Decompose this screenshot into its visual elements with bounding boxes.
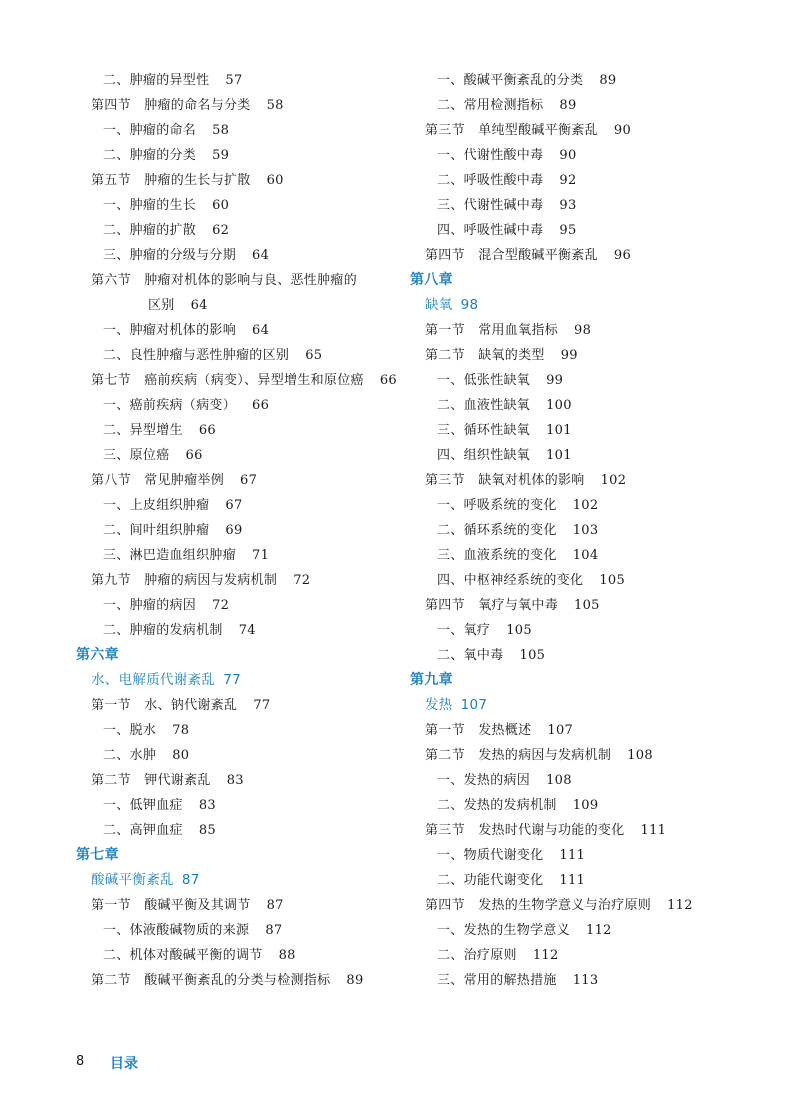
toc-entry-title: 一、低张性缺氧 bbox=[437, 373, 531, 388]
toc-entry-title: 一、代谢性酸中毒 bbox=[437, 148, 544, 163]
toc-entry-page: 111 bbox=[559, 873, 586, 888]
toc-entry-page: 85 bbox=[198, 823, 216, 838]
toc-entry-chapter[interactable] bbox=[410, 668, 740, 693]
toc-entry-section[interactable] bbox=[76, 968, 396, 993]
toc-entry-title: 第七章 bbox=[76, 847, 119, 863]
toc-entry-chapter[interactable] bbox=[76, 843, 396, 868]
toc-entry-title: 二、良性肿瘤与恶性肿瘤的区别 bbox=[103, 348, 290, 363]
toc-entry-section[interactable] bbox=[410, 718, 740, 743]
toc-entry-sub[interactable] bbox=[76, 143, 396, 168]
toc-entry-sub[interactable] bbox=[410, 193, 740, 218]
toc-entry-page: 64 bbox=[252, 248, 270, 263]
toc-entry-sub[interactable] bbox=[76, 818, 396, 843]
toc-entry-sub[interactable] bbox=[76, 543, 396, 568]
toc-entry-section[interactable] bbox=[410, 818, 740, 843]
toc-entry-sub[interactable] bbox=[410, 543, 740, 568]
toc-entry-sub[interactable] bbox=[410, 93, 740, 118]
toc-entry-title: 一、物质代谢变化 bbox=[437, 848, 544, 863]
toc-entry-page: 66 bbox=[185, 448, 203, 463]
toc-entry-title: 四、呼吸性碱中毒 bbox=[437, 223, 544, 238]
toc-entry-sub[interactable] bbox=[76, 518, 396, 543]
toc-entry-sub[interactable] bbox=[410, 643, 740, 668]
toc-entry-page: 112 bbox=[532, 948, 559, 963]
toc-entry-chapter[interactable] bbox=[76, 643, 396, 668]
toc-entry-title: 二、呼吸性酸中毒 bbox=[437, 173, 544, 188]
toc-entry-section[interactable] bbox=[76, 693, 396, 718]
toc-entry-title: 第一节 发热概述 bbox=[425, 723, 532, 738]
toc-entry-sub[interactable] bbox=[410, 368, 740, 393]
toc-entry-sub[interactable] bbox=[76, 393, 396, 418]
toc-entry-page: 69 bbox=[225, 523, 243, 538]
toc-entry-title: 二、氧中毒 bbox=[437, 648, 504, 663]
toc-entry-page: 112 bbox=[586, 923, 612, 938]
toc-entry-page: 58 bbox=[212, 123, 230, 138]
toc-entry-section[interactable] bbox=[410, 593, 740, 618]
toc-entry-cont[interactable] bbox=[76, 293, 396, 318]
toc-entry-section[interactable] bbox=[76, 893, 396, 918]
toc-entry-sub[interactable] bbox=[76, 118, 396, 143]
toc-entry-sub[interactable] bbox=[410, 518, 740, 543]
toc-entry-page: 103 bbox=[572, 523, 599, 538]
toc-entry-page: 109 bbox=[572, 798, 599, 813]
toc-entry-page: 98 bbox=[460, 297, 479, 313]
toc-entry-page: 62 bbox=[212, 223, 230, 238]
toc-entry-sub[interactable] bbox=[410, 793, 740, 818]
toc-entry-page: 64 bbox=[252, 323, 270, 338]
toc-entry-page: 77 bbox=[253, 698, 271, 713]
toc-entry-title: 一、肿瘤的命名 bbox=[103, 123, 197, 138]
toc-entry-sub[interactable] bbox=[410, 418, 740, 443]
toc-entry-sub[interactable] bbox=[76, 718, 396, 743]
toc-entry-sub[interactable] bbox=[410, 568, 740, 593]
toc-entry-title: 二、肿瘤的扩散 bbox=[103, 223, 197, 238]
toc-entry-section[interactable] bbox=[410, 743, 740, 768]
toc-entry-page: 105 bbox=[506, 623, 532, 638]
toc-entry-title: 水、电解质代谢紊乱 bbox=[91, 672, 216, 688]
toc-entry-section[interactable] bbox=[76, 468, 396, 493]
toc-entry-page: 101 bbox=[546, 448, 572, 463]
toc-entry-title: 第二节 缺氧的类型 bbox=[425, 348, 545, 363]
toc-entry-section[interactable] bbox=[76, 268, 396, 293]
toc-entry-page: 78 bbox=[172, 723, 190, 738]
toc-entry-page: 58 bbox=[266, 98, 284, 113]
toc-entry-sub[interactable] bbox=[410, 443, 740, 468]
toc-entry-title: 二、高钾血症 bbox=[103, 823, 183, 838]
toc-entry-title: 第二节 酸碱平衡紊乱的分类与检测指标 bbox=[91, 973, 331, 988]
toc-entry-sub[interactable] bbox=[76, 743, 396, 768]
toc-entry-chaptitle[interactable] bbox=[410, 293, 740, 318]
toc-entry-title: 三、血液系统的变化 bbox=[437, 548, 557, 563]
toc-entry-page: 72 bbox=[212, 598, 230, 613]
toc-entry-section[interactable] bbox=[410, 318, 740, 343]
toc-entry-page: 105 bbox=[574, 598, 600, 613]
toc-entry-sub[interactable] bbox=[410, 768, 740, 793]
toc-entry-title: 二、间叶组织肿瘤 bbox=[103, 523, 210, 538]
toc-entry-title: 二、水肿 bbox=[103, 748, 157, 763]
toc-entry-page: 87 bbox=[181, 872, 200, 888]
toc-entry-sub[interactable] bbox=[410, 143, 740, 168]
toc-entry-page: 99 bbox=[560, 348, 578, 363]
toc-entry-page: 112 bbox=[667, 898, 693, 913]
toc-entry-page: 60 bbox=[266, 173, 284, 188]
toc-entry-page: 57 bbox=[225, 73, 243, 88]
toc-entry-section[interactable] bbox=[76, 93, 396, 118]
toc-entry-chaptitle[interactable] bbox=[76, 668, 396, 693]
toc-entry-page: 108 bbox=[546, 773, 572, 788]
toc-entry-page: 60 bbox=[212, 198, 230, 213]
toc-entry-page: 66 bbox=[252, 398, 270, 413]
toc-entry-sub[interactable] bbox=[410, 868, 740, 893]
toc-entry-page: 107 bbox=[547, 723, 574, 738]
toc-entry-page: 108 bbox=[627, 748, 653, 763]
toc-entry-page: 96 bbox=[613, 248, 632, 263]
toc-entry-title: 一、体液酸碱物质的来源 bbox=[103, 923, 250, 938]
toc-entry-title: 二、功能代谢变化 bbox=[437, 873, 544, 888]
toc-entry-title: 三、代谢性碱中毒 bbox=[437, 198, 544, 213]
toc-entry-sub[interactable] bbox=[410, 918, 740, 943]
toc-entry-sub[interactable] bbox=[76, 318, 396, 343]
toc-entry-title: 第四节 混合型酸碱平衡紊乱 bbox=[425, 248, 598, 263]
toc-entry-title: 第三节 发热时代谢与功能的变化 bbox=[425, 823, 625, 838]
toc-entry-title: 一、酸碱平衡紊乱的分类 bbox=[437, 73, 584, 88]
toc-entry-title: 二、异型增生 bbox=[103, 423, 183, 438]
toc-entry-sub[interactable] bbox=[76, 418, 396, 443]
toc-entry-title: 二、肿瘤的分类 bbox=[103, 148, 197, 163]
toc-entry-page: 105 bbox=[519, 648, 546, 663]
toc-entry-sub[interactable] bbox=[410, 393, 740, 418]
toc-entry-page: 89 bbox=[346, 973, 364, 988]
toc-entry-page: 67 bbox=[225, 498, 243, 513]
toc-entry-title: 第四节 发热的生物学意义与治疗原则 bbox=[425, 898, 652, 913]
toc-entry-title: 一、发热的生物学意义 bbox=[437, 923, 571, 938]
toc-entry-section[interactable] bbox=[76, 368, 396, 393]
toc-entry-page: 93 bbox=[559, 198, 577, 213]
toc-entry-title: 一、脱水 bbox=[103, 723, 157, 738]
toc-entry-sub[interactable] bbox=[76, 343, 396, 368]
toc-entry-title: 三、肿瘤的分级与分期 bbox=[103, 248, 237, 263]
toc-entry-title: 第四节 肿瘤的命名与分类 bbox=[91, 98, 251, 113]
toc-entry-page: 77 bbox=[223, 672, 241, 688]
toc-entry-page: 111 bbox=[559, 848, 586, 863]
toc-entry-title: 二、机体对酸碱平衡的调节 bbox=[103, 948, 263, 963]
toc-entry-sub[interactable] bbox=[410, 68, 740, 93]
toc-entry-title: 四、组织性缺氧 bbox=[437, 448, 531, 463]
toc-entry-chaptitle[interactable] bbox=[76, 868, 396, 893]
toc-entry-title: 一、癌前疾病（病变） bbox=[103, 398, 237, 413]
toc-entry-title: 第九节 肿瘤的病因与发病机制 bbox=[91, 573, 278, 588]
toc-entry-title: 第八节 常见肿瘤举例 bbox=[91, 473, 225, 488]
toc-entry-sub[interactable] bbox=[76, 218, 396, 243]
toc-entry-sub[interactable] bbox=[76, 918, 396, 943]
toc-entry-title: 二、血液性缺氧 bbox=[437, 398, 531, 413]
toc-entry-sub[interactable] bbox=[76, 618, 396, 643]
toc-entry-sub[interactable] bbox=[76, 943, 396, 968]
toc-entry-section[interactable] bbox=[410, 118, 740, 143]
toc-entry-title: 二、常用检测指标 bbox=[437, 98, 544, 113]
toc-entry-page: 113 bbox=[572, 973, 599, 988]
toc-entry-page: 88 bbox=[278, 948, 296, 963]
toc-entry-page: 65 bbox=[305, 348, 323, 363]
toc-entry-title: 第八章 bbox=[410, 272, 453, 288]
toc-entry-sub[interactable] bbox=[410, 493, 740, 518]
toc-entry-sub[interactable] bbox=[76, 793, 396, 818]
toc-entry-title: 第七节 癌前疾病（病变）、异型增生和原位癌 bbox=[91, 373, 364, 388]
toc-entry-page: 80 bbox=[172, 748, 190, 763]
toc-entry-page: 98 bbox=[574, 323, 592, 338]
toc-entry-title: 一、上皮组织肿瘤 bbox=[103, 498, 210, 513]
toc-entry-sub[interactable] bbox=[76, 443, 396, 468]
toc-entry-section[interactable] bbox=[76, 568, 396, 593]
toc-entry-title: 第三节 缺氧对机体的影响 bbox=[425, 473, 585, 488]
toc-entry-section[interactable] bbox=[76, 168, 396, 193]
toc-entry-title: 三、循环性缺氧 bbox=[437, 423, 531, 438]
toc-entry-page: 105 bbox=[599, 573, 626, 588]
toc-entry-title: 一、低钾血症 bbox=[103, 798, 183, 813]
toc-entry-page: 74 bbox=[238, 623, 256, 638]
toc-entry-page: 83 bbox=[226, 773, 244, 788]
toc-entry-title: 第九章 bbox=[410, 672, 453, 688]
toc-entry-title: 第二节 钾代谢紊乱 bbox=[91, 773, 211, 788]
toc-entry-page: 89 bbox=[599, 73, 617, 88]
toc-entry-page: 101 bbox=[546, 423, 572, 438]
toc-entry-sub[interactable] bbox=[76, 68, 396, 93]
toc-entry-title: 三、淋巴造血组织肿瘤 bbox=[103, 548, 237, 563]
toc-entry-page: 107 bbox=[460, 697, 488, 713]
toc-entry-title: 一、呼吸系统的变化 bbox=[437, 498, 557, 513]
toc-entry-sub[interactable] bbox=[76, 193, 396, 218]
toc-entry-page: 104 bbox=[572, 548, 599, 563]
toc-entry-page: 102 bbox=[572, 498, 599, 513]
toc-entry-sub[interactable] bbox=[410, 843, 740, 868]
toc-right-column bbox=[410, 68, 740, 993]
toc-entry-page: 87 bbox=[265, 923, 283, 938]
toc-entry-title: 第六章 bbox=[76, 647, 119, 663]
toc-entry-title: 三、原位癌 bbox=[103, 448, 170, 463]
toc-entry-sub[interactable] bbox=[410, 618, 740, 643]
toc-entry-section[interactable] bbox=[76, 768, 396, 793]
toc-entry-title: 二、肿瘤的异型性 bbox=[103, 73, 210, 88]
toc-entry-page: 87 bbox=[266, 898, 284, 913]
toc-entry-title: 发热 bbox=[425, 697, 453, 713]
toc-entry-title: 第一节 常用血氧指标 bbox=[425, 323, 559, 338]
toc-entry-section[interactable] bbox=[410, 243, 740, 268]
toc-entry-title: 四、中枢神经系统的变化 bbox=[437, 573, 584, 588]
toc-entry-title: 第三节 单纯型酸碱平衡紊乱 bbox=[425, 123, 598, 138]
toc-entry-title: 酸碱平衡紊乱 bbox=[91, 872, 174, 888]
toc-entry-sub[interactable] bbox=[410, 943, 740, 968]
toc-entry-page: 89 bbox=[559, 98, 577, 113]
toc-entry-page: 90 bbox=[613, 123, 632, 138]
toc-entry-page: 102 bbox=[600, 473, 627, 488]
toc-entry-page: 66 bbox=[379, 373, 397, 388]
toc-entry-page: 83 bbox=[198, 798, 216, 813]
toc-entry-section[interactable] bbox=[410, 893, 740, 918]
toc-entry-page: 72 bbox=[293, 573, 311, 588]
toc-left-column bbox=[76, 68, 396, 993]
toc-entry-title: 一、氧疗 bbox=[437, 623, 491, 638]
toc-entry-page: 100 bbox=[546, 398, 572, 413]
toc-entry-sub[interactable] bbox=[410, 168, 740, 193]
toc-entry-title: 第一节 酸碱平衡及其调节 bbox=[91, 898, 251, 913]
toc-entry-title: 一、肿瘤的病因 bbox=[103, 598, 197, 613]
toc-entry-page: 66 bbox=[198, 423, 216, 438]
toc-entry-title: 第一节 水、钠代谢紊乱 bbox=[91, 698, 238, 713]
toc-entry-page: 59 bbox=[212, 148, 230, 163]
toc-entry-page: 99 bbox=[546, 373, 564, 388]
toc-entry-title: 二、循环系统的变化 bbox=[437, 523, 557, 538]
toc-entry-page: 90 bbox=[559, 148, 577, 163]
toc-entry-section[interactable] bbox=[410, 343, 740, 368]
toc-entry-sub[interactable] bbox=[76, 593, 396, 618]
toc-entry-title: 区别 bbox=[148, 298, 175, 313]
toc-entry-title: 第四节 氧疗与氧中毒 bbox=[425, 598, 559, 613]
toc-entry-sub[interactable] bbox=[76, 493, 396, 518]
toc-entry-title: 一、肿瘤的生长 bbox=[103, 198, 197, 213]
toc-entry-title: 三、常用的解热措施 bbox=[437, 973, 557, 988]
toc-entry-page: 92 bbox=[559, 173, 577, 188]
toc-entry-section[interactable] bbox=[410, 468, 740, 493]
toc-entry-title: 第二节 发热的病因与发病机制 bbox=[425, 748, 612, 763]
toc-entry-page: 111 bbox=[640, 823, 667, 838]
toc-entry-page: 95 bbox=[559, 223, 577, 238]
toc-entry-title: 二、发热的发病机制 bbox=[437, 798, 557, 813]
toc-entry-title: 一、发热的病因 bbox=[437, 773, 531, 788]
footer-label: 目录 bbox=[110, 1056, 138, 1072]
toc-entry-title: 缺氧 bbox=[425, 297, 453, 313]
toc-entry-sub[interactable] bbox=[410, 968, 740, 993]
toc-entry-title: 第六节 肿瘤对机体的影响与良、恶性肿瘤的 bbox=[91, 273, 358, 288]
toc-entry-sub[interactable] bbox=[76, 243, 396, 268]
toc-entry-title: 二、治疗原则 bbox=[437, 948, 517, 963]
toc-entry-chapter[interactable] bbox=[410, 268, 740, 293]
toc-entry-page: 67 bbox=[240, 473, 258, 488]
toc-entry-title: 第五节 肿瘤的生长与扩散 bbox=[91, 173, 251, 188]
toc-entry-sub[interactable] bbox=[410, 218, 740, 243]
footer-page-number: 8 bbox=[76, 1054, 85, 1069]
toc-entry-title: 二、肿瘤的发病机制 bbox=[103, 623, 223, 638]
toc-entry-page: 64 bbox=[190, 298, 208, 313]
toc-entry-title: 一、肿瘤对机体的影响 bbox=[103, 323, 237, 338]
toc-entry-chaptitle[interactable] bbox=[410, 693, 740, 718]
toc-entry-page: 71 bbox=[252, 548, 270, 563]
